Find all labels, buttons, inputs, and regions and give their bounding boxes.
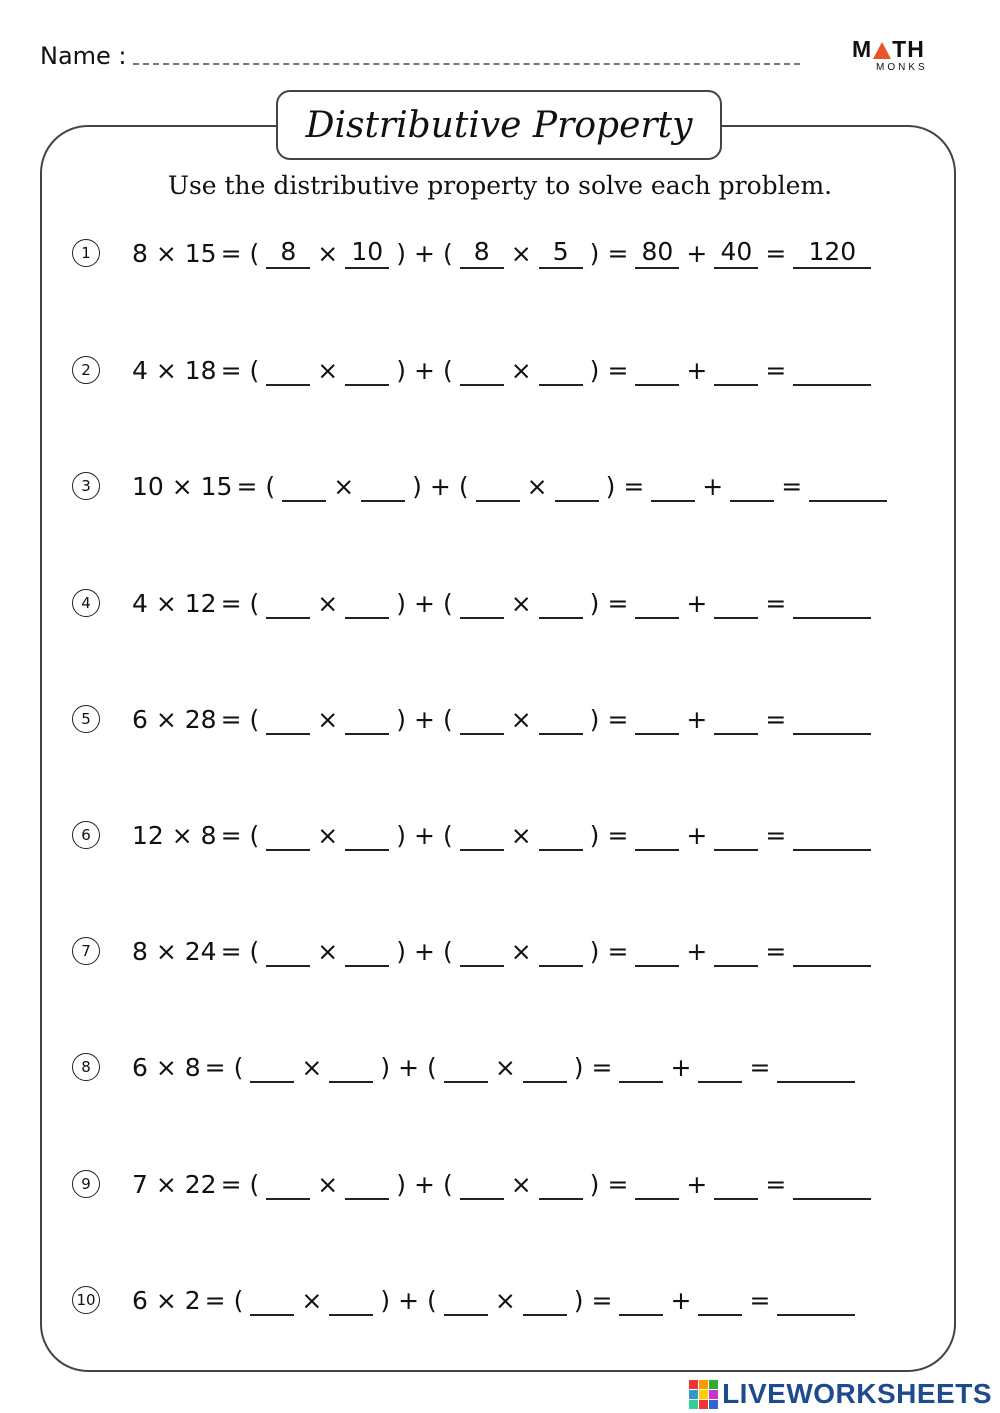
answer-blank[interactable]: [793, 703, 871, 735]
operator-symbol: ×: [510, 936, 532, 966]
answer-blank[interactable]: [793, 819, 871, 851]
answer-blank[interactable]: [619, 1284, 663, 1316]
problem-row: [72, 699, 874, 739]
operator-symbol: (: [427, 1285, 437, 1315]
operator-symbol: =: [220, 355, 242, 385]
operator-symbol: =: [765, 238, 787, 268]
problem-row: [72, 350, 874, 390]
answer-blank[interactable]: [460, 587, 504, 619]
operator-symbol: +: [414, 936, 435, 966]
operator-symbol: ): [573, 1052, 584, 1082]
answer-blank[interactable]: [361, 470, 405, 502]
operator-symbol: =: [220, 1169, 242, 1199]
problem-number: 7: [72, 937, 100, 965]
problem-expression: 12 × 8: [132, 820, 217, 850]
answer-blank[interactable]: 8: [266, 237, 310, 269]
title-box: [276, 90, 722, 160]
problem-expression: 10 × 15: [132, 471, 233, 501]
operator-symbol: =: [607, 588, 629, 618]
operator-symbol: ): [589, 936, 600, 966]
operator-symbol: =: [765, 1169, 787, 1199]
answer-blank[interactable]: [460, 935, 504, 967]
problem-expression: 6 × 2: [132, 1285, 201, 1315]
operator-symbol: ×: [317, 238, 339, 268]
problem-number: 3: [72, 472, 100, 500]
operator-symbol: =: [765, 704, 787, 734]
operator-symbol: (: [427, 1052, 437, 1082]
operator-symbol: ): [589, 820, 600, 850]
operator-symbol: =: [220, 820, 242, 850]
operator-symbol: ×: [510, 1169, 532, 1199]
operator-symbol: =: [220, 238, 242, 268]
operator-symbol: ): [589, 704, 600, 734]
operator-symbol: (: [249, 1169, 260, 1199]
answer-blank[interactable]: [345, 703, 389, 735]
operator-symbol: ): [396, 588, 406, 618]
operator-symbol: ×: [526, 471, 548, 501]
answer-blank[interactable]: [460, 703, 504, 735]
operator-symbol: =: [204, 1285, 226, 1315]
operator-symbol: (: [249, 355, 260, 385]
operator-symbol: +: [414, 1169, 435, 1199]
operator-symbol: ): [396, 936, 406, 966]
answer-blank[interactable]: [635, 587, 679, 619]
operator-symbol: =: [607, 820, 629, 850]
operator-symbol: ×: [317, 1169, 339, 1199]
answer-blank[interactable]: [329, 1051, 373, 1083]
operator-symbol: +: [702, 471, 724, 501]
operator-symbol: =: [749, 1052, 771, 1082]
problem-row: [72, 1164, 874, 1204]
operator-symbol: =: [607, 1169, 629, 1199]
operator-symbol: ): [589, 355, 600, 385]
operator-symbol: =: [236, 471, 258, 501]
operator-symbol: ×: [510, 588, 532, 618]
answer-blank[interactable]: [345, 819, 389, 851]
problem-row: [72, 466, 890, 506]
operator-symbol: (: [442, 588, 453, 618]
answer-blank[interactable]: [345, 1168, 389, 1200]
problem-number: 6: [72, 821, 100, 849]
logo-text-right: TH: [892, 36, 925, 62]
answer-blank[interactable]: [635, 935, 679, 967]
operator-symbol: ×: [333, 471, 355, 501]
operator-symbol: +: [670, 1052, 692, 1082]
operator-symbol: ×: [510, 238, 532, 268]
answer-blank[interactable]: [266, 587, 310, 619]
answer-blank[interactable]: [793, 354, 871, 386]
answer-blank[interactable]: 8: [460, 237, 504, 269]
operator-symbol: (: [442, 238, 453, 268]
problem-expression: 7 × 22: [132, 1169, 217, 1199]
operator-symbol: (: [249, 588, 260, 618]
answer-blank[interactable]: [714, 1168, 758, 1200]
operator-symbol: +: [686, 355, 708, 385]
answer-blank[interactable]: [714, 819, 758, 851]
operator-symbol: =: [765, 588, 787, 618]
operator-symbol: +: [414, 704, 435, 734]
problem-row: [72, 931, 874, 971]
operator-symbol: =: [591, 1052, 613, 1082]
answer-blank[interactable]: [635, 819, 679, 851]
instructions: Use the distributive property to solve each problem.: [167, 171, 833, 200]
operator-symbol: ): [396, 355, 406, 385]
liveworksheets-logo-icon: [689, 1380, 718, 1409]
logo-text-left: M: [852, 36, 873, 62]
operator-symbol: ×: [317, 936, 339, 966]
problem-number: 2: [72, 356, 100, 384]
answer-blank[interactable]: [730, 470, 774, 502]
operator-symbol: ): [589, 238, 600, 268]
operator-symbol: ×: [301, 1052, 323, 1082]
answer-blank[interactable]: [539, 703, 583, 735]
operator-symbol: =: [765, 355, 787, 385]
answer-blank[interactable]: [539, 819, 583, 851]
answer-blank[interactable]: [345, 587, 389, 619]
operator-symbol: (: [442, 704, 453, 734]
operator-symbol: ): [396, 238, 406, 268]
worksheet-title: Distributive Property: [305, 104, 693, 146]
problem-number: 9: [72, 1170, 100, 1198]
operator-symbol: +: [414, 355, 435, 385]
answer-blank[interactable]: [523, 1284, 567, 1316]
problem-expression: 4 × 18: [132, 355, 217, 385]
operator-symbol: ): [380, 1052, 391, 1082]
operator-symbol: ×: [510, 704, 532, 734]
answer-blank[interactable]: [476, 470, 520, 502]
problem-expression: 6 × 28: [132, 704, 217, 734]
answer-blank[interactable]: [329, 1284, 373, 1316]
answer-blank[interactable]: [777, 1051, 855, 1083]
answer-blank[interactable]: [266, 354, 310, 386]
answer-blank[interactable]: [282, 470, 326, 502]
answer-blank[interactable]: [266, 703, 310, 735]
operator-symbol: ×: [317, 704, 339, 734]
operator-symbol: =: [623, 471, 645, 501]
problem-number: 8: [72, 1053, 100, 1081]
operator-symbol: =: [607, 238, 629, 268]
operator-symbol: +: [414, 238, 435, 268]
answer-blank[interactable]: [809, 470, 887, 502]
operator-symbol: ): [573, 1285, 584, 1315]
answer-blank[interactable]: [460, 354, 504, 386]
operator-symbol: ×: [494, 1052, 516, 1082]
answer-blank[interactable]: [714, 935, 758, 967]
answer-blank[interactable]: [793, 935, 871, 967]
operator-symbol: ): [380, 1285, 391, 1315]
answer-blank[interactable]: 10: [345, 237, 389, 269]
operator-symbol: +: [398, 1052, 420, 1082]
problem-row: [72, 1280, 858, 1320]
answer-blank[interactable]: [714, 354, 758, 386]
answer-blank[interactable]: [777, 1284, 855, 1316]
answer-blank[interactable]: [539, 587, 583, 619]
operator-symbol: ×: [510, 820, 532, 850]
operator-symbol: =: [781, 471, 803, 501]
answer-blank[interactable]: [250, 1051, 294, 1083]
operator-symbol: (: [265, 471, 276, 501]
answer-blank[interactable]: [635, 703, 679, 735]
operator-symbol: ): [589, 1169, 600, 1199]
operator-symbol: (: [458, 471, 469, 501]
logo-triangle-icon: [873, 42, 891, 59]
operator-symbol: +: [686, 588, 708, 618]
operator-symbol: +: [414, 820, 435, 850]
answer-blank[interactable]: [555, 470, 599, 502]
answer-blank[interactable]: [539, 354, 583, 386]
answer-blank[interactable]: [793, 1168, 871, 1200]
operator-symbol: =: [220, 936, 242, 966]
operator-symbol: ×: [317, 355, 339, 385]
operator-symbol: +: [414, 588, 435, 618]
operator-symbol: ): [396, 704, 406, 734]
operator-symbol: =: [749, 1285, 771, 1315]
operator-symbol: (: [249, 238, 260, 268]
liveworksheets-brand: LIVEWORKSHEETS: [722, 1378, 992, 1409]
answer-blank[interactable]: [266, 819, 310, 851]
operator-symbol: =: [607, 704, 629, 734]
answer-blank[interactable]: [714, 703, 758, 735]
answer-blank[interactable]: [698, 1284, 742, 1316]
operator-symbol: ×: [494, 1285, 516, 1315]
problem-number: 5: [72, 705, 100, 733]
answer-blank[interactable]: [250, 1284, 294, 1316]
problem-expression: 8 × 15: [132, 238, 217, 268]
operator-symbol: (: [249, 704, 260, 734]
problem-number: 1: [72, 239, 100, 267]
operator-symbol: +: [686, 1169, 708, 1199]
problem-expression: 4 × 12: [132, 588, 217, 618]
operator-symbol: =: [607, 936, 629, 966]
answer-blank[interactable]: [266, 935, 310, 967]
operator-symbol: +: [429, 471, 451, 501]
answer-blank[interactable]: 120: [793, 237, 871, 269]
answer-blank[interactable]: [539, 935, 583, 967]
operator-symbol: +: [686, 704, 708, 734]
name-label: Name :: [40, 42, 127, 70]
operator-symbol: +: [686, 936, 708, 966]
operator-symbol: (: [442, 820, 453, 850]
answer-blank[interactable]: [345, 354, 389, 386]
operator-symbol: (: [442, 355, 453, 385]
answer-blank[interactable]: [635, 354, 679, 386]
answer-blank[interactable]: [698, 1051, 742, 1083]
logo-subtitle: MONKS: [876, 62, 928, 73]
answer-blank[interactable]: [635, 1168, 679, 1200]
operator-symbol: ): [412, 471, 422, 501]
operator-symbol: ): [589, 588, 600, 618]
answer-blank[interactable]: [523, 1051, 567, 1083]
answer-blank[interactable]: [619, 1051, 663, 1083]
answer-blank[interactable]: [460, 819, 504, 851]
answer-blank[interactable]: [345, 935, 389, 967]
operator-symbol: (: [233, 1052, 244, 1082]
operator-symbol: (: [442, 936, 453, 966]
answer-blank[interactable]: 80: [635, 237, 679, 269]
operator-symbol: (: [249, 820, 260, 850]
answer-blank[interactable]: [444, 1051, 488, 1083]
name-field[interactable]: [133, 63, 800, 65]
operator-symbol: ×: [301, 1285, 323, 1315]
answer-blank[interactable]: [460, 1168, 504, 1200]
operator-symbol: (: [233, 1285, 244, 1315]
answer-blank[interactable]: 5: [539, 237, 583, 269]
operator-symbol: ): [396, 820, 406, 850]
operator-symbol: =: [591, 1285, 613, 1315]
operator-symbol: =: [204, 1052, 226, 1082]
problem-row: [72, 815, 874, 855]
answer-blank[interactable]: [714, 587, 758, 619]
operator-symbol: ×: [510, 355, 532, 385]
operator-symbol: +: [670, 1285, 692, 1315]
liveworksheets-footer: [689, 1378, 992, 1410]
operator-symbol: +: [686, 820, 708, 850]
problem-row: [72, 233, 874, 273]
answer-blank[interactable]: [651, 470, 695, 502]
operator-symbol: ): [605, 471, 616, 501]
operator-symbol: ): [396, 1169, 406, 1199]
answer-blank[interactable]: [539, 1168, 583, 1200]
operator-symbol: =: [607, 355, 629, 385]
problem-expression: 8 × 24: [132, 936, 217, 966]
operator-symbol: =: [765, 936, 787, 966]
operator-symbol: ×: [317, 588, 339, 618]
operator-symbol: (: [442, 1169, 453, 1199]
operator-symbol: +: [686, 238, 708, 268]
problem-row: [72, 1047, 858, 1087]
math-monks-logo: [852, 38, 932, 73]
operator-symbol: +: [398, 1285, 420, 1315]
name-row: [40, 36, 800, 70]
problem-number: 4: [72, 589, 100, 617]
operator-symbol: ×: [317, 820, 339, 850]
answer-blank[interactable]: [793, 587, 871, 619]
problem-row: [72, 583, 874, 623]
problem-number: 10: [72, 1286, 100, 1314]
answer-blank[interactable]: [444, 1284, 488, 1316]
answer-blank[interactable]: [266, 1168, 310, 1200]
operator-symbol: (: [249, 936, 260, 966]
operator-symbol: =: [765, 820, 787, 850]
operator-symbol: =: [220, 588, 242, 618]
answer-blank[interactable]: 40: [714, 237, 758, 269]
problem-expression: 6 × 8: [132, 1052, 201, 1082]
operator-symbol: =: [220, 704, 242, 734]
